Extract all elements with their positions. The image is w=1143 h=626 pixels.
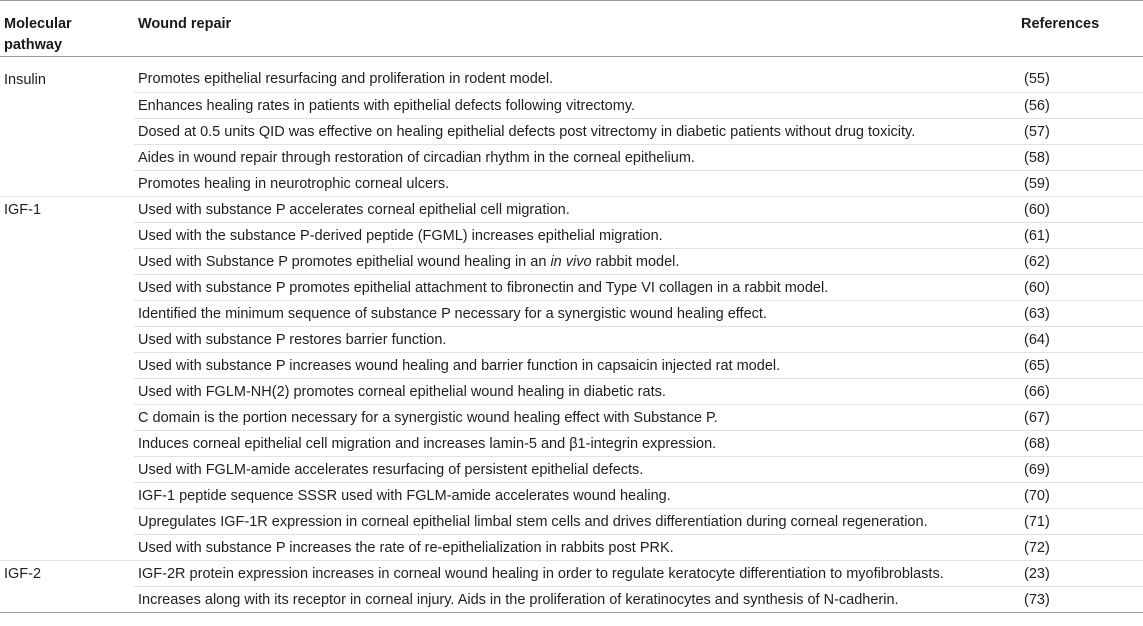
reference-cell: (72) (1014, 535, 1143, 561)
reference-cell: (73) (1014, 587, 1143, 613)
pathway-cell (0, 535, 134, 561)
table-row (0, 405, 1143, 431)
pathway-cell: IGF-1 (0, 197, 134, 223)
reference-cell: (70) (1014, 483, 1143, 509)
pathway-cell (0, 379, 134, 405)
table-row (0, 431, 1143, 457)
repair-cell: Upregulates IGF-1R expression in corneal epithelial limbal stem cells and drives differentiation during corneal regeneration. (134, 509, 1014, 535)
repair-cell: Increases along with its receptor in corneal injury. Aids in the proliferation of keratinocytes and synthesis of N-cadherin. (134, 587, 1014, 613)
pathway-cell (0, 275, 134, 301)
reference-cell: (63) (1014, 301, 1143, 327)
header-pathway-line2: pathway (4, 37, 63, 53)
reference-cell: (62) (1014, 249, 1143, 275)
pathway-cell (0, 353, 134, 379)
table-row (0, 353, 1143, 379)
table-row (0, 249, 1143, 275)
repair-cell: Used with substance P promotes epithelial attachment to fibronectin and Type VI collagen in a rabbit model. (134, 275, 1014, 301)
repair-cell: Induces corneal epithelial cell migration and increases lamin-5 and β1-integrin expression. (134, 431, 1014, 457)
pathway-cell: IGF-2 (0, 561, 134, 587)
reference-cell: (66) (1014, 379, 1143, 405)
pathway-cell (0, 457, 134, 483)
table-row (0, 561, 1143, 587)
table-row (0, 93, 1143, 119)
repair-cell: Enhances healing rates in patients with epithelial defects following vitrectomy. (134, 93, 1014, 119)
reference-cell: (60) (1014, 197, 1143, 223)
reference-cell: (67) (1014, 405, 1143, 431)
reference-cell: (60) (1014, 275, 1143, 301)
repair-text-italic: in vivo (550, 253, 592, 270)
pathway-cell (0, 509, 134, 535)
repair-cell: Aides in wound repair through restoration of circadian rhythm in the corneal epithelium. (134, 145, 1014, 171)
reference-cell: (69) (1014, 457, 1143, 483)
repair-cell: Used with FGLM-NH(2) promotes corneal epithelial wound healing in diabetic rats. (134, 379, 1014, 405)
reference-cell: (56) (1014, 93, 1143, 119)
table-row (0, 509, 1143, 535)
repair-cell: Identified the minimum sequence of substance P necessary for a synergistic wound healing effect. (134, 301, 1014, 327)
table-row (0, 223, 1143, 249)
reference-cell: (68) (1014, 431, 1143, 457)
header-pathway-line1: Molecular (4, 16, 72, 32)
pathway-cell (0, 223, 134, 249)
repair-cell: C domain is the portion necessary for a synergistic wound healing effect with Substance P. (134, 405, 1014, 431)
reference-cell: (65) (1014, 353, 1143, 379)
pathway-cell (0, 145, 134, 171)
reference-cell: (71) (1014, 509, 1143, 535)
table-header-row (0, 1, 1143, 57)
pathway-cell (0, 405, 134, 431)
pathway-cell (0, 327, 134, 353)
repair-cell: IGF-1 peptide sequence SSSR used with FGLM-amide accelerates wound healing. (134, 483, 1014, 509)
pathway-cell (0, 119, 134, 145)
reference-cell: (58) (1014, 145, 1143, 171)
table-row (0, 171, 1143, 197)
pathway-cell (0, 93, 134, 119)
header-references: References (1014, 1, 1143, 57)
repair-cell (134, 249, 1014, 275)
table-row (0, 119, 1143, 145)
pathway-cell (0, 301, 134, 327)
reference-cell: (59) (1014, 171, 1143, 197)
repair-cell: Used with substance P increases the rate of re-epithelialization in rabbits post PRK. (134, 535, 1014, 561)
repair-cell: Used with the substance P-derived peptide (FGML) increases epithelial migration. (134, 223, 1014, 249)
table-row (0, 587, 1143, 613)
pathway-cell (0, 431, 134, 457)
repair-cell: Used with substance P accelerates corneal epithelial cell migration. (134, 197, 1014, 223)
repair-cell: Promotes epithelial resurfacing and proliferation in rodent model. (134, 67, 1014, 93)
table-row (0, 457, 1143, 483)
repair-cell: Dosed at 0.5 units QID was effective on healing epithelial defects post vitrectomy in diabetic patients without drug toxicity. (134, 119, 1014, 145)
table-row (0, 483, 1143, 509)
pathway-cell: Insulin (4, 71, 46, 88)
repair-cell: Used with FGLM-amide accelerates resurfacing of persistent epithelial defects. (134, 457, 1014, 483)
table-row (0, 327, 1143, 353)
table-row (0, 275, 1143, 301)
reference-cell: (64) (1014, 327, 1143, 353)
repair-cell: Used with substance P increases wound healing and barrier function in capsaicin injected rat model. (134, 353, 1014, 379)
pathway-cell (0, 171, 134, 197)
table-row (0, 67, 1143, 93)
pathway-cell (0, 587, 134, 613)
pathway-cell (0, 249, 134, 275)
table-row (0, 145, 1143, 171)
reference-cell: (23) (1014, 561, 1143, 587)
table-row (0, 379, 1143, 405)
table-spacer-row (0, 57, 1143, 67)
repair-cell: Used with substance P restores barrier function. (134, 327, 1014, 353)
reference-cell: (57) (1014, 119, 1143, 145)
repair-text-before: Used with Substance P promotes epithelial wound healing in an (138, 253, 551, 270)
reference-cell: (55) (1014, 67, 1143, 93)
pathway-cell (0, 483, 134, 509)
repair-text-after: rabbit model. (591, 253, 680, 270)
repair-cell: IGF-2R protein expression increases in corneal wound healing in order to regulate keratocyte differentiation to myofibroblasts. (134, 561, 1014, 587)
table-row (0, 197, 1143, 223)
header-molecular-pathway (0, 1, 134, 57)
repair-cell: Promotes healing in neurotrophic corneal ulcers. (134, 171, 1014, 197)
table-row (0, 301, 1143, 327)
table-row (0, 535, 1143, 561)
header-wound-repair: Wound repair (134, 1, 1014, 57)
reference-cell: (61) (1014, 223, 1143, 249)
